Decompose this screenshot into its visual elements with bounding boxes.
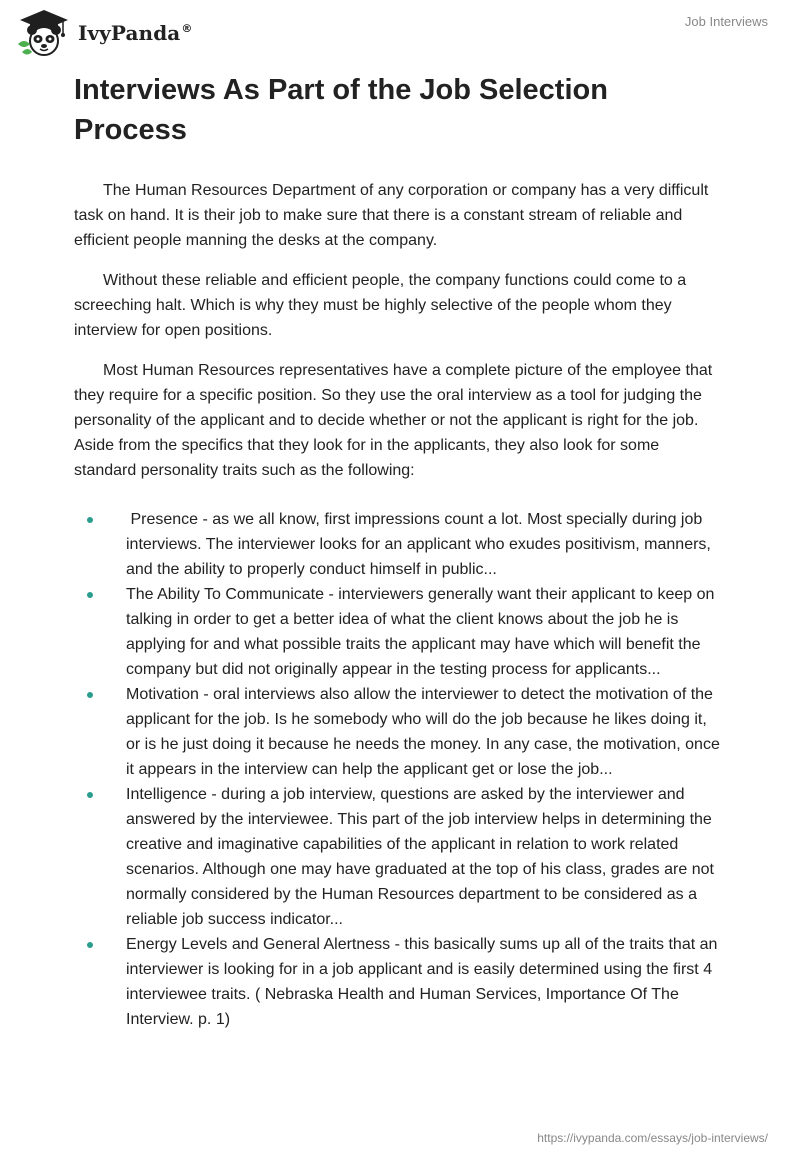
list-item-text: Energy Levels and General Alertness - this basically sums up all of the traits that an interviewer is looking for in a job applicant and is easily determined using the first 4 interviewee traits. ( Nebraska Health and Human Services, Importance Of The Interview. p. 1) [126, 936, 718, 1028]
traits-list [74, 507, 724, 1032]
bullet-icon [87, 517, 93, 523]
panda-logo-icon [14, 8, 74, 58]
list-item [74, 932, 724, 1032]
registered-mark: ® [181, 22, 193, 36]
article-paragraph: Most Human Resources representatives have a complete picture of the employee that they require for a specific position. So they use the oral interview as a tool for judging the personality of the applicant and to decide whether or not the applicant is right for the job. Aside from the specifics that they look for in the applicants, they also look for some standard personality traits such as the following: [74, 362, 713, 479]
article-paragraph: Without these reliable and efficient people, the company functions could come to a screeching halt. Which is why they must be highly selective of the people whom they interview for open positions. [74, 272, 687, 339]
brand-logo[interactable] [14, 8, 192, 58]
source-url-link[interactable]: https://ivypanda.com/essays/job-interviews/ [537, 1131, 768, 1145]
brand-name: IvyPanda® [78, 21, 193, 45]
bullet-icon [87, 792, 93, 798]
page-header [0, 0, 800, 60]
page-topic-label: Job Interviews [684, 14, 768, 29]
bullet-icon [87, 692, 93, 698]
list-item-text: Motivation - oral interviews also allow the interviewer to detect the motivation of the applicant for the job. Is he somebody who will do the job because he likes doing it, or is he just doing it because he needs the money. In any case, the motivation, once it appears in the interview can help the applicant get or lose the job... [126, 686, 720, 778]
bullet-icon [87, 592, 93, 598]
list-item-text: Presence - as we all know, first impressions count a lot. Most specially during job interviews. The interviewer looks for an applicant who exudes positivism, manners, and the ability to properly conduct himself in public... [126, 511, 716, 578]
bullet-icon [87, 942, 93, 948]
list-item-text: The Ability To Communicate - interviewers generally want their applicant to keep on talking in order to get a better idea of what the client knows about the job he is applying for and what possible traits the applicant may have which will benefit the company but did not originally appear in the testing process for applicants... [126, 586, 715, 678]
list-item-text: Intelligence - during a job interview, questions are asked by the interviewer and answered by the interviewee. This part of the job interview helps in determining the creative and imaginative capabilities of the applicant in relation to work related scenarios. Although one may have graduated at the top of his class, grades are not normally considered by the Human Resources department to be considered as a reliable job success indicator... [126, 786, 714, 928]
list-item [74, 582, 724, 682]
article-title: Interviews As Part of the Job Selection Process [74, 74, 608, 146]
article-paragraph: The Human Resources Department of any corporation or company has a very difficult task on hand. It is their job to make sure that there is a constant stream of reliable and efficient people manning the desks at the company. [74, 182, 709, 249]
article-content [74, 70, 724, 1032]
list-item [74, 507, 724, 582]
list-item [74, 682, 724, 782]
list-item [74, 782, 724, 932]
